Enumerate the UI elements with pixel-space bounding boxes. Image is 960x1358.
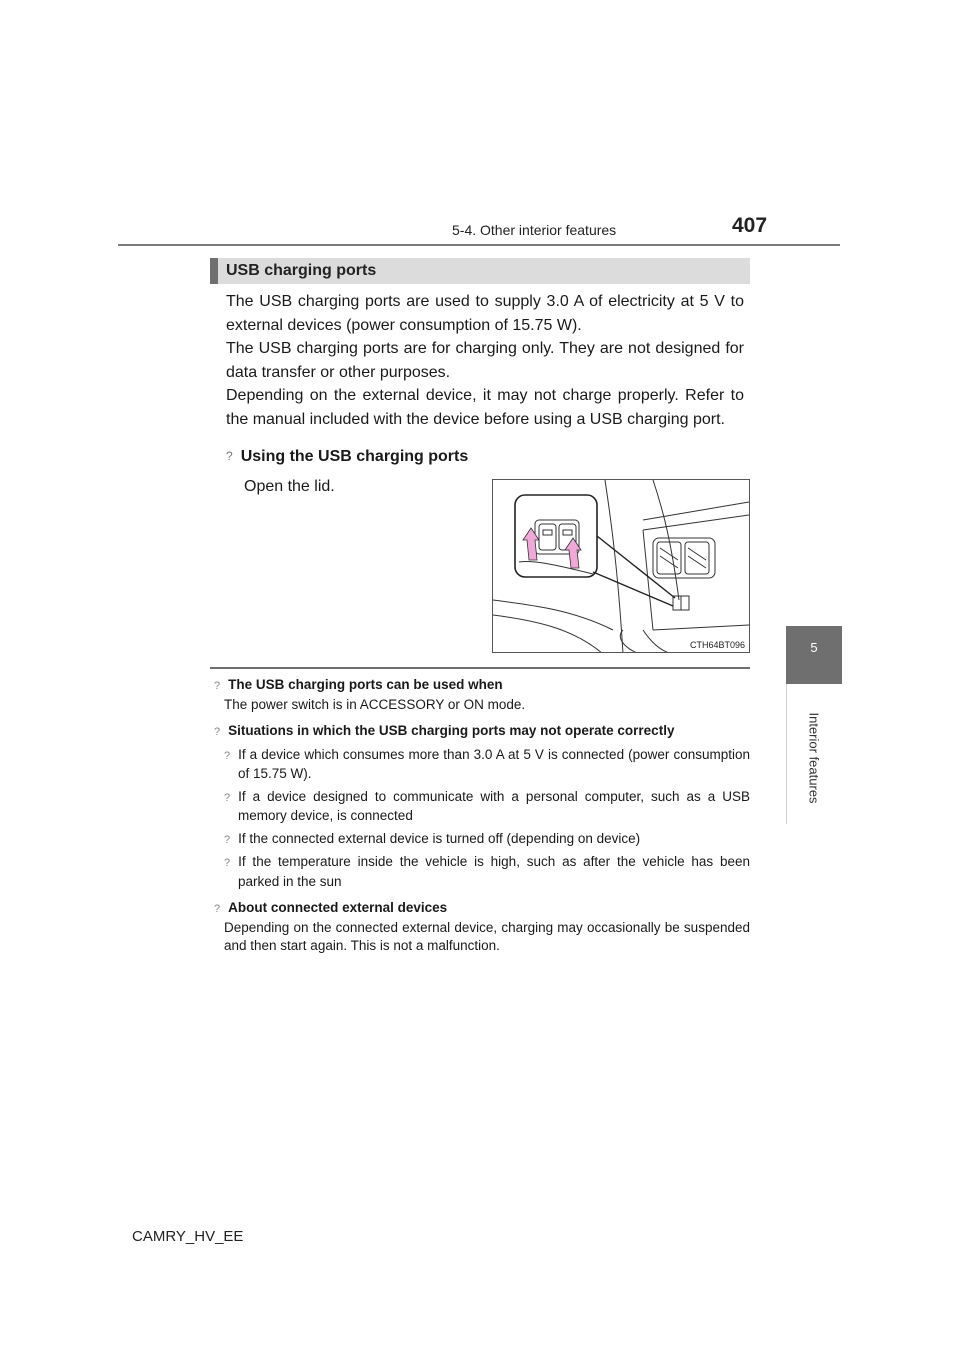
subheading-text: Using the USB charging ports — [240, 448, 469, 465]
note-heading-1 — [214, 676, 750, 696]
note-body-1: The power switch is in ACCESSORY or ON mode. — [224, 696, 526, 712]
header-section-title: 5-4. Other interior features — [452, 222, 617, 238]
note-title: The USB charging ports can be used when — [228, 677, 503, 692]
note-list-item — [224, 788, 750, 826]
note-title: Situations in which the USB charging ports may not operate correctly — [228, 723, 675, 738]
note-list-text: If the temperature inside the vehicle is high, such as after the vehicle has been parked in the sun — [238, 854, 750, 889]
note-list-text: If the connected external device is turned off (depending on device) — [238, 830, 641, 846]
note-marker: ? — [224, 791, 231, 804]
note-list-item — [224, 830, 750, 850]
header-rule — [118, 244, 840, 246]
notes-section — [214, 676, 750, 956]
intro-paragraph-3: Depending on the external device, it may not charge properly. Refer to the manual included with the device before using a USB charging port. — [226, 387, 744, 428]
note-marker: ? — [214, 680, 221, 692]
note-marker: ? — [224, 749, 231, 762]
subheading-marker: ? — [226, 449, 233, 463]
subheading — [226, 448, 468, 466]
step-text: Open the lid. — [244, 478, 335, 495]
note-title: About connected external devices — [228, 900, 448, 915]
chapter-tab-label: Interior features — [806, 712, 822, 804]
note-marker: ? — [224, 833, 231, 846]
section-heading-accent — [210, 258, 218, 284]
usb-port-drawing — [493, 480, 750, 653]
note-marker: ? — [214, 726, 221, 738]
note-list-text: If a device which consumes more than 3.0 A at 5 V is connected (power consumption of 15.75 W). — [238, 746, 750, 781]
figure-code: CTH64BT096 — [689, 640, 745, 650]
note-list-item — [224, 746, 750, 784]
chapter-tab-number: 5 — [810, 640, 818, 655]
intro-text — [226, 290, 744, 431]
page-number: 407 — [732, 214, 768, 237]
notes-divider — [210, 667, 750, 669]
note-list-item — [224, 853, 750, 891]
note-body-3: Depending on the connected external device, charging may occasionally be suspended and then start again. This is not a malfunction. — [224, 919, 750, 953]
intro-paragraph-1: The USB charging ports are used to supply 3.0 A of electricity at 5 V to external devices (power consumption of 15.75 W). — [226, 293, 744, 334]
section-title: USB charging ports — [226, 262, 377, 279]
note-list-text: If a device designed to communicate with a personal computer, such as a USB memory device, is connected — [238, 788, 750, 823]
note-marker: ? — [214, 903, 221, 915]
chapter-tab[interactable] — [786, 626, 842, 684]
intro-paragraph-2: The USB charging ports are for charging only. They are not designed for data transfer or other purposes. — [226, 340, 744, 381]
usb-port-illustration — [492, 479, 750, 653]
footer-code: CAMRY_HV_EE — [132, 1228, 244, 1245]
note-heading-2 — [214, 722, 750, 742]
note-heading-3 — [214, 899, 750, 919]
note-marker: ? — [224, 857, 231, 869]
